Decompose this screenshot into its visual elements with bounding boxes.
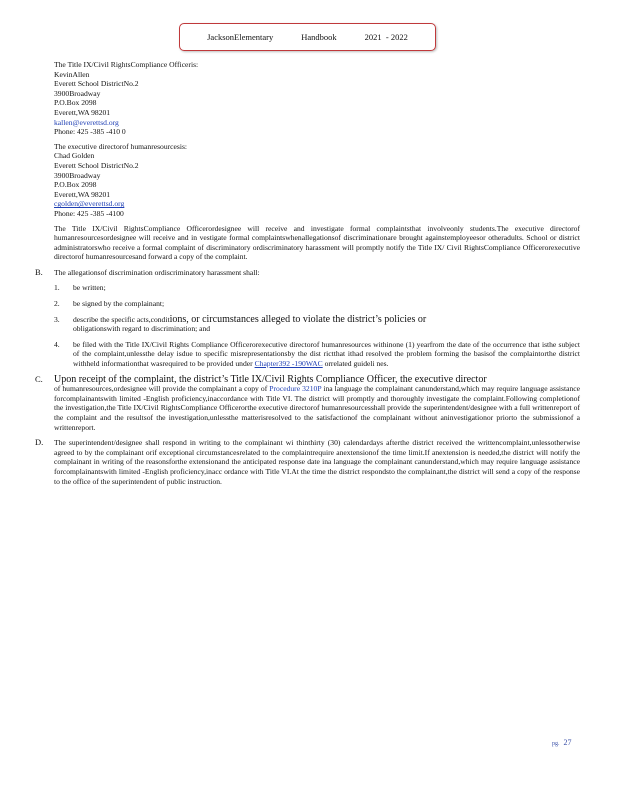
document-name: Handbook	[301, 32, 337, 42]
list-item: 1. be written;	[54, 283, 106, 293]
section-b-intro: The allegationsof discrimination ordiscriminatory harassment shall:	[54, 267, 260, 277]
hr-city: Everett,WA 98201	[54, 189, 111, 199]
hr-phone: Phone: 425 -385 -4100	[54, 208, 124, 218]
officer-city: Everett,WA 98201	[54, 107, 111, 117]
list-item: 2. be signed by the complainant;	[54, 299, 165, 309]
school-year: 2021 - 2022	[364, 32, 408, 42]
officer-street: 3900Broadway	[54, 88, 101, 98]
page-content	[35, 60, 580, 486]
section-b	[35, 266, 580, 369]
hr-street: 3900Broadway	[54, 170, 101, 180]
officer-org: Everett School DistrictNo.2	[54, 79, 139, 89]
hr-intro: The executive directorof humanresourcesis:	[54, 141, 188, 151]
list-item: 4. be filed with the Title IX/Civil Rights Compliance Officerorexecutive directorof humanresources withinone (1) yearfrom the date of the occurrence that isthe subject of the complaint,unlessthe delay isdue to specific misrepresentationsby the dist rictthat ithad resolved the problem forming the basisof the complaintorthe district withheld informationthat wasrequired to be provided under Chapter392 -190WAC orrelated guideli nes.	[54, 339, 580, 369]
section-b-marker: B.	[35, 266, 43, 277]
section-d	[35, 437, 580, 486]
page-label: pg.	[552, 741, 560, 747]
page-number-value: 27	[563, 738, 572, 747]
officer-pobox: P.O.Box 2098	[54, 98, 97, 108]
hr-org: Everett School DistrictNo.2	[54, 160, 139, 170]
hr-pobox: P.O.Box 2098	[54, 180, 97, 190]
complaint-intake-paragraph: The Title IX/Civil RightsCompliance Officerordesignee will receive and investigate formal complaintsthat involveonly students.The executive directorof humanresourcesordesignee will receive and in vestigate formal complaintswhenallegationsof discriminationare brought againstemployeesor otheradults. School or district administratorswho receive a formal complaint of discriminatory ordiscriminatory harassment will promptly notify the Title IX/ Civil RightsCompliance Officerorexecutive directorof humanresourcesand forward a copy of the complaint.	[54, 223, 580, 262]
section-d-marker: D.	[35, 437, 44, 448]
section-c-marker: C.	[35, 373, 43, 384]
officer-email-link[interactable]: kallen@everettsd.org	[54, 117, 119, 127]
school-name: JacksonElementary	[207, 32, 274, 42]
hr-email-link[interactable]: cgolden@everettsd.org	[54, 199, 125, 209]
page-header	[179, 23, 436, 51]
hr-name: Chad Golden	[54, 151, 95, 161]
officer-contact	[54, 60, 580, 137]
section-c-lead: Upon receipt of the complaint, the district’s Title IX/Civil Rights Compliance Officer, the executive director	[54, 373, 487, 385]
page-number	[552, 738, 572, 747]
section-c: C. Upon receipt of the complaint, the district’s Title IX/Civil Rights Compliance Officer, the executive director of humanresources,ordesignee will provide the complainant a copy of Procedure 3210P ina language the complainant canunderstand,which may require language assistance forcomplainantswith limited -English proficiency,inaccordance with Title VI. The district will promptly and thoroughly investigate the complaint.Following completionof the investigation,the Title IX/Civil RightsCompliance Officerorthe executive directorof humanresourcesshall provide the superintendent/designee with a full writtenreport of the complaint and the resultsof the investigation,unlessthe matterisresolved to the satisfactionof the complainant without aninvestigationor priorto the submissionof a writtenreport.	[35, 373, 580, 432]
section-d-text: The superintendent/designee shall respond in writing to the complainant wi thinthirty (30) calendardays afterthe district received the writtencomplaint,unlessotherwise agreed to by the complainant orif exceptional circumstancesrelated to the complaintrequire anextensionof the time limit.If anextension is needed,the district will notify the complainant in writing of the reasonsforthe extensionand the anticipated response date ina language the complainant canunderstand,which may require language assistance forcomplainantswith limited -English proficiency,inacc ordance with Title VI.At the time the district respondsto the complainant,the district will send a copy of the response to the office of the superintendent of public instruction.	[54, 438, 580, 486]
officer-intro: The Title IX/Civil RightsCompliance Officeris:	[54, 60, 199, 69]
wac-chapter-link[interactable]: Chapter392 -190WAC	[254, 359, 323, 369]
officer-phone: Phone: 425 -385 -410 0	[54, 127, 126, 137]
list-item: 3. describe the specific acts,conditions, or circumstances alleged to violate the district’s policies or obligationswith regard to discrimination; and	[54, 313, 427, 334]
hr-contact	[54, 142, 580, 219]
officer-name: KevinAllen	[54, 69, 90, 79]
procedure-link[interactable]: Procedure 3210P	[269, 384, 322, 394]
